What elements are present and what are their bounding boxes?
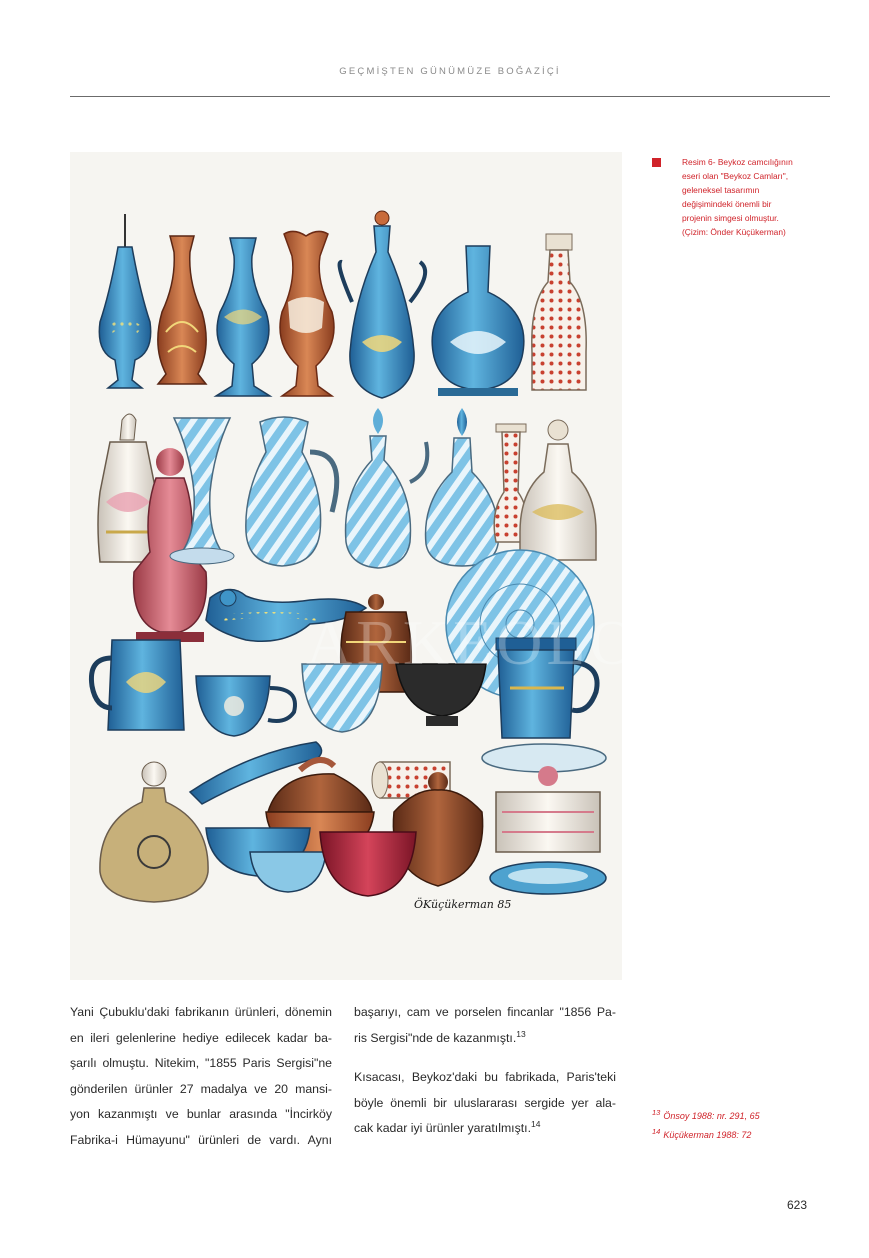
white-stoppered-flask [520, 420, 596, 560]
blue-tall-bottle [99, 214, 150, 388]
caption-marker [652, 158, 661, 167]
artist-signature: ÖKüçükerman 85 [414, 898, 512, 911]
body-line: gönderilen ürünler 27 madalya ve 20 mansi- [70, 1081, 332, 1096]
caption-line: projenin simgesi olmuştur. [682, 213, 779, 224]
blue-large-bowl [206, 828, 326, 892]
body-line-text: ris Sergisi"nde de kazanmıştı. [354, 1030, 517, 1045]
blue-cup [196, 676, 295, 736]
body-line: Kısacası, Beykoz'daki bu fabrikada, Paris'teki [354, 1070, 616, 1084]
body-column-left [70, 1000, 332, 1153]
blue-handled-mug [91, 640, 184, 730]
caption-line: Resim 6- Beykoz camcılığının [682, 157, 793, 167]
footnotes [652, 1107, 760, 1145]
caption-line: geleneksel tasarımın [682, 185, 760, 196]
ruby-bowl [320, 832, 416, 896]
page-number: 623 [786, 1198, 807, 1212]
header-rule [70, 96, 830, 97]
blue-bulb-bottle [432, 246, 524, 396]
red-fluted-vase [280, 231, 334, 396]
blue-ewer [340, 211, 426, 398]
body-line: Yani Çubuklu'daki fabrikanın ürünleri, dönemin [70, 1005, 332, 1019]
body-column-right [354, 1000, 616, 1142]
footnote-ref-14: 14 [531, 1118, 541, 1129]
terracotta-vase [158, 236, 206, 384]
running-head: GEÇMİŞTEN GÜNÜMÜZE BOĞAZİÇİ [339, 66, 561, 77]
body-line: Fabrika-i Hümayunu" ürünleri de vardı. Aynı [70, 1132, 332, 1147]
footnote-13 [652, 1107, 760, 1126]
body-line: en ileri gelenlerine hediye edilecek kadar ba- [70, 1030, 332, 1045]
caption-line: değişimindeki önemli bir [682, 199, 772, 210]
body-line: şarılı olmuştu. Nitekim, "1855 Paris Sergisi"ne [70, 1056, 332, 1070]
blue-oval-dish [490, 862, 606, 894]
white-red-decanter [532, 234, 586, 390]
caption-line: (Çizim: Önder Küçükerman) [682, 227, 786, 238]
body-line: başarıyı, cam ve porselen fincanlar "1856 Pa- [354, 1005, 616, 1019]
footnote-text: Küçükerman 1988: 72 [663, 1130, 752, 1140]
footnote-number: 13 [652, 1108, 661, 1117]
footnote-text: Önsoy 1988: nr. 291, 65 [663, 1111, 760, 1121]
swirl-lidded-ewer [346, 408, 428, 568]
paragraph-gap [354, 1051, 616, 1065]
body-line-with-ref [354, 1116, 616, 1142]
white-lidded-box [496, 766, 600, 852]
swirl-stoppered-bottle [426, 408, 499, 566]
gilt-flask [100, 762, 208, 902]
watermark-text: ARKEOLOJI [306, 607, 694, 678]
body-line: böyle önemli bir uluslararası sergide yer ala- [354, 1095, 616, 1110]
swirl-pitcher [246, 417, 337, 566]
glassware-illustration [70, 152, 694, 980]
caption-line: eseri olan "Beykoz Camları", [682, 171, 789, 182]
figure-caption [652, 155, 817, 240]
body-line-text: cak kadar iyi ürünler yaratılmıştı. [354, 1121, 531, 1135]
body-line: yon kazanmıştı ve bunlar arasında "İncirköy [70, 1107, 332, 1121]
footnote-ref-13: 13 [516, 1028, 526, 1039]
body-line-with-ref [354, 1026, 616, 1052]
blue-baluster-vase [216, 238, 270, 396]
footnote-14 [652, 1126, 760, 1145]
footnote-number: 14 [652, 1127, 661, 1136]
